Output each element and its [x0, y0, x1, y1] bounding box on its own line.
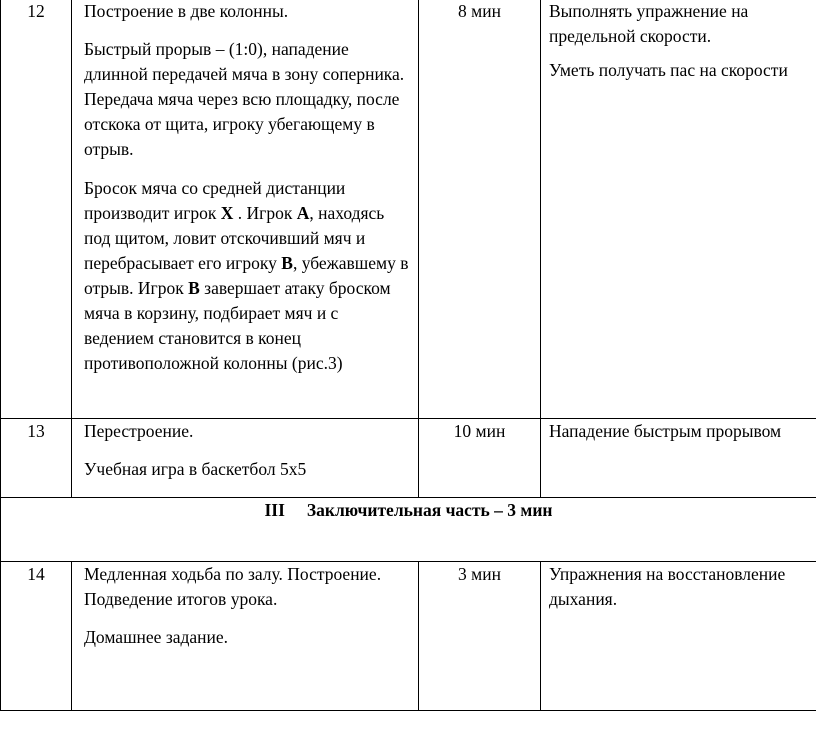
description-paragraph: Быстрый прорыв – (1:0), нападение длинной передачей мяча в зону соперника. Передача мяча через всю площадку, после отскока от щита, игроку убегающему в отрыв. — [84, 39, 405, 159]
row-number-cell — [1, 562, 72, 711]
guidelines-cell — [541, 0, 816, 419]
table-row-14 — [1, 562, 816, 711]
player-x-label: Х — [220, 203, 234, 223]
duration-cell — [419, 419, 541, 498]
guideline-text: Упражнения на восстановление дыхания. — [549, 564, 786, 609]
description-paragraph: Домашнее задание. — [84, 627, 229, 647]
guidelines-cell — [541, 562, 816, 711]
table-row-13 — [1, 419, 816, 498]
duration-cell — [419, 562, 541, 711]
text-run: Бросок мяча со средней дистанции производит игрок — [84, 178, 346, 223]
guidelines-cell — [541, 419, 816, 498]
section-title: Заключительная часть – 3 мин — [306, 500, 553, 520]
player-a-label: А — [296, 203, 310, 223]
description-paragraph: Перестроение. — [84, 421, 194, 441]
duration: 8 мин — [458, 1, 501, 21]
description-paragraph: Медленная ходьба по залу. Построение. Подведение итогов урока. — [84, 564, 382, 609]
exercise-description-cell — [72, 562, 419, 711]
row-number-cell — [1, 419, 72, 498]
text-run: , убежавшему в отрыв. Игрок — [84, 253, 409, 298]
text-run: , находясь под щитом, ловит отскочивший мяч и перебрасывает его игроку — [84, 203, 385, 273]
description-paragraph: Учебная игра в баскетбол 5х5 — [84, 459, 307, 479]
duration: 10 мин — [453, 421, 506, 441]
text-run: . Игрок — [233, 203, 297, 223]
section-header-row — [1, 498, 816, 562]
row-number: 13 — [27, 421, 45, 441]
exercise-description-cell — [72, 0, 419, 419]
section-number: III — [264, 500, 285, 520]
player-b-label: В — [281, 253, 293, 273]
description-paragraph: Построение в две колонны. — [84, 1, 289, 21]
row-number-cell — [1, 0, 72, 419]
description-paragraph — [84, 176, 412, 376]
exercise-description-cell — [72, 419, 419, 498]
row-number: 14 — [27, 564, 45, 584]
guideline-text: Выполнять упражнение на предельной скорости. — [549, 1, 749, 46]
guideline-text: Нападение быстрым прорывом — [549, 421, 782, 441]
text-run: завершает атаку броском мяча в корзину, подбирает мяч и с ведением становится в конец противоположной колонны (рис.3) — [84, 278, 391, 373]
table-row-12 — [1, 0, 816, 419]
section-header-cell — [1, 498, 816, 562]
duration: 3 мин — [458, 564, 501, 584]
guideline-text: Уметь получать пас на скорости — [549, 60, 788, 80]
row-number: 12 — [27, 1, 45, 21]
duration-cell — [419, 0, 541, 419]
player-b-label: В — [188, 278, 200, 298]
